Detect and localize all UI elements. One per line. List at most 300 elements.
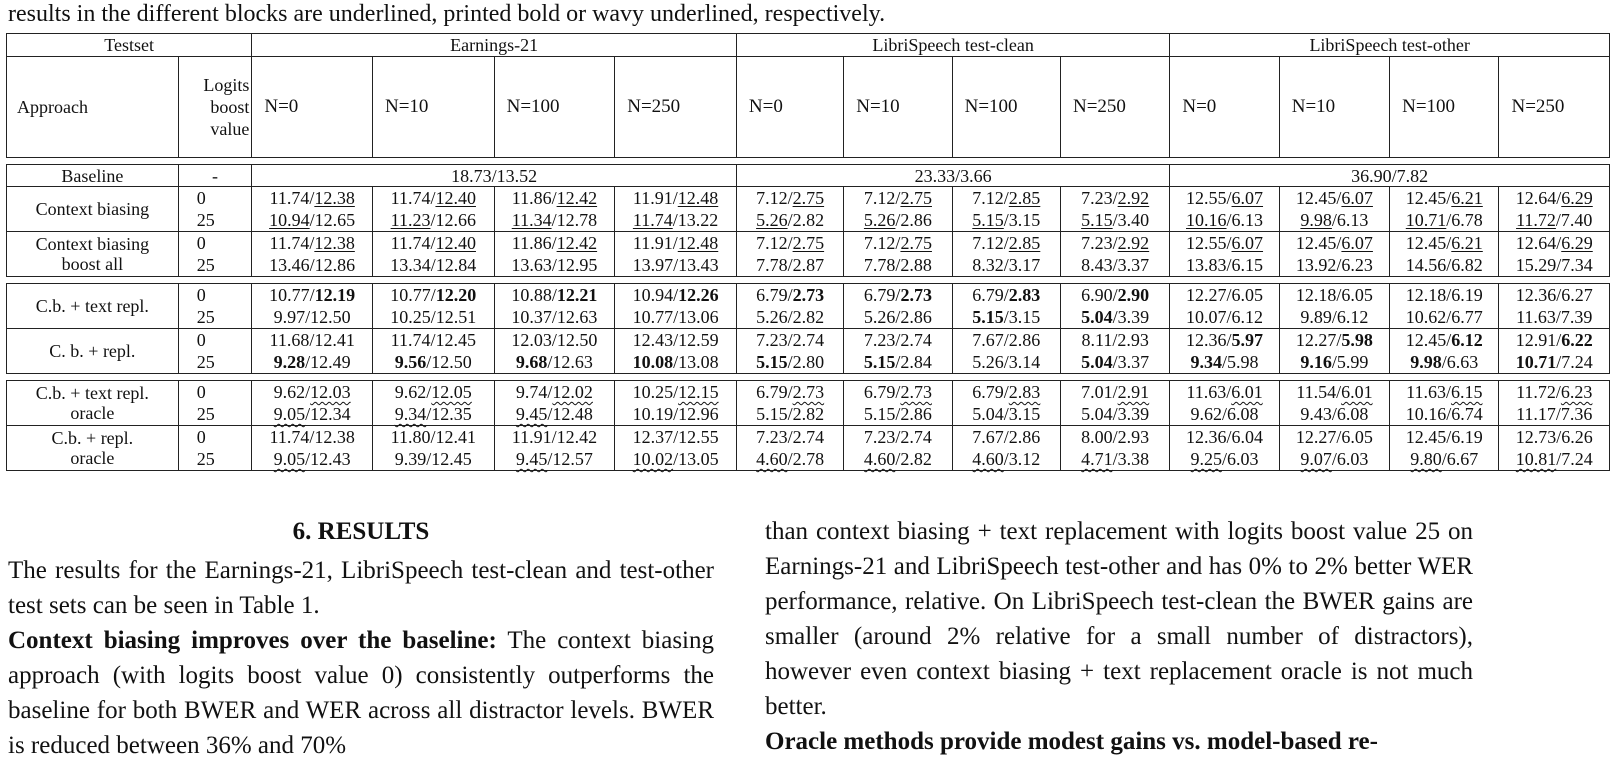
result-cell	[1060, 187, 1169, 232]
score-value: 5.26/2.86	[863, 307, 932, 327]
boost-value: 0	[196, 188, 206, 208]
score-value: 12.37/12.55	[632, 427, 719, 447]
score-value: 10.94	[269, 210, 310, 230]
score-value: 12.40	[435, 188, 476, 208]
score-value: 6.79/	[756, 382, 793, 402]
score-value: 7.78/2.88	[863, 255, 932, 275]
result-cell	[252, 329, 373, 374]
result-cell	[1499, 232, 1610, 277]
result-cell	[1499, 187, 1610, 232]
score-value: /3.38	[1112, 449, 1150, 469]
result-cell	[736, 426, 843, 471]
score-value: 6.79/	[756, 285, 793, 305]
baseline-label: Baseline	[7, 165, 179, 187]
n-header: N=100	[952, 57, 1060, 158]
result-cell	[494, 426, 615, 471]
score-value: 7.12/	[972, 233, 1009, 253]
result-cell	[494, 284, 615, 329]
bwer-wer-pair	[511, 329, 597, 351]
bwer-wer-pair	[972, 187, 1040, 209]
paragraph-lead: Context biasing improves over the baseline:	[8, 627, 497, 654]
score-value: /12.57	[547, 449, 593, 469]
score-value: /2.80	[787, 352, 825, 372]
bwer-wer-pair	[864, 329, 932, 351]
approach-label	[7, 284, 179, 329]
bwer-wer-pair	[1296, 426, 1373, 448]
bwer-wer-pair	[1186, 284, 1263, 306]
approach-label-line: C.b. + repl.	[51, 428, 134, 448]
bwer-wer-pair	[864, 284, 932, 306]
score-value: 12.21	[556, 285, 598, 305]
result-cell	[1499, 329, 1610, 374]
score-value: 12.27/6.05	[1295, 427, 1373, 447]
comparison-paragraph: than context biasing + text replacement with logits boost value 25 on Earnings-21 and LibriSpeech test-other and has 0% to 2% better WER performance, relative. On LibriSpeech test-clean the BWER gains are smaller (around 2% relative for a small number of distractors), however even context biasing + text replacement oracle is not much better.	[765, 518, 1473, 720]
bwer-wer-pair	[1186, 426, 1263, 448]
n-header: N=0	[1170, 57, 1279, 158]
bwer-wer-pair	[864, 209, 932, 231]
results-table	[6, 33, 1610, 471]
bwer-wer-pair	[395, 448, 472, 470]
result-cell	[252, 381, 373, 426]
score-value: 5.15	[863, 352, 896, 372]
score-value: /2.82	[787, 210, 825, 230]
result-cell	[1060, 284, 1169, 329]
bwer-wer-pair	[1406, 381, 1482, 403]
score-value: 14.56/6.82	[1405, 255, 1483, 275]
result-cell	[615, 329, 737, 374]
score-value: 5.15	[756, 352, 788, 372]
score-value: /6.13	[1226, 210, 1264, 230]
bwer-wer-pair	[972, 209, 1040, 231]
approach-label-line: oracle	[70, 448, 115, 468]
bwer-wer-pair	[1081, 187, 1149, 209]
result-cell	[844, 232, 952, 277]
score-value: 11.80/12.41	[390, 427, 476, 447]
score-value: 10.77/	[390, 285, 436, 305]
score-value: 2.92	[1117, 233, 1150, 253]
score-value: 9.34	[394, 404, 427, 424]
table-gap	[7, 374, 1610, 381]
score-value: 12.03/12.50	[511, 330, 598, 350]
bwer-wer-pair	[864, 254, 932, 276]
boost-values	[178, 381, 252, 426]
score-value: 7.12/	[756, 188, 793, 208]
score-value: 5.26/2.82	[756, 307, 825, 327]
bwer-wer-pair	[1300, 209, 1368, 231]
score-value: 2.83	[1008, 382, 1041, 402]
score-value: 6.22	[1561, 330, 1593, 350]
score-value: 7.12/	[972, 188, 1009, 208]
score-value: 7.23/	[1081, 233, 1118, 253]
approach-label-line: Context biasing	[35, 234, 150, 254]
bwer-wer-pair	[633, 381, 719, 403]
score-value: /12.34	[305, 404, 351, 424]
bwer-wer-pair	[756, 254, 824, 276]
score-value: 2.83	[1008, 285, 1041, 305]
bwer-wer-pair	[633, 187, 718, 209]
boost-values	[178, 284, 252, 329]
score-value: 11.72	[1516, 210, 1556, 230]
result-cell	[952, 284, 1060, 329]
boost-values	[178, 187, 252, 232]
approach-label-line: C. b. + repl.	[49, 341, 136, 361]
table-row	[7, 426, 1610, 471]
bwer-wer-pair	[391, 209, 476, 231]
bwer-wer-pair	[274, 351, 351, 373]
context-biasing-paragraph	[8, 623, 714, 763]
score-value: 9.80	[1410, 449, 1442, 469]
bwer-wer-pair	[1191, 351, 1259, 373]
n-header: N=100	[1390, 57, 1499, 158]
bwer-wer-pair	[1081, 426, 1149, 448]
bwer-wer-pair	[269, 254, 355, 276]
approach-label-line: Context biasing	[35, 199, 150, 219]
bwer-wer-pair	[1516, 329, 1593, 351]
approach-label	[7, 381, 179, 426]
score-value: 6.21	[1451, 233, 1483, 253]
result-cell	[1499, 284, 1610, 329]
score-value: 9.56	[394, 352, 427, 372]
bwer-wer-pair	[756, 187, 824, 209]
bwer-wer-pair	[756, 403, 824, 425]
result-cell	[1060, 426, 1169, 471]
dataset-header-earnings21: Earnings-21	[252, 34, 737, 57]
score-value: /2.78	[787, 449, 825, 469]
score-value: 8.43/3.37	[1081, 255, 1150, 275]
left-column	[8, 514, 714, 763]
bwer-wer-pair	[756, 448, 824, 470]
score-value: /12.49	[305, 352, 351, 372]
bwer-wer-pair	[972, 329, 1040, 351]
score-value: 8.32/3.17	[972, 255, 1041, 275]
result-cell	[615, 187, 737, 232]
score-value: 2.73	[792, 285, 825, 305]
bwer-wer-pair	[274, 448, 351, 470]
boost-value: 0	[196, 285, 206, 305]
bwer-wer-pair	[1410, 448, 1478, 470]
table-gap	[7, 277, 1610, 284]
boost-value: 25	[196, 352, 215, 372]
score-value: 10.88/	[511, 285, 557, 305]
score-value: 10.16/6.74	[1405, 404, 1483, 424]
result-cell	[372, 381, 494, 426]
n-header: N=100	[494, 57, 615, 158]
result-cell	[844, 329, 952, 374]
bwer-wer-pair	[1406, 403, 1483, 425]
score-value: 11.74/12.38	[269, 427, 355, 447]
score-value: 2.75	[792, 233, 825, 253]
bwer-wer-pair	[511, 306, 597, 328]
bwer-wer-pair	[864, 306, 932, 328]
bwer-wer-pair	[1081, 381, 1149, 403]
score-value: /12.78	[551, 210, 598, 230]
score-value: 12.45/	[1405, 330, 1452, 350]
bwer-wer-pair	[274, 403, 351, 425]
n-header: N=250	[615, 57, 737, 158]
score-value: /3.40	[1112, 210, 1150, 230]
bwer-wer-pair	[633, 306, 719, 328]
bwer-wer-pair	[1186, 254, 1263, 276]
bwer-wer-pair	[1300, 403, 1368, 425]
bwer-wer-pair	[269, 329, 354, 351]
bwer-wer-pair	[972, 232, 1040, 254]
approach-label	[7, 329, 179, 374]
score-value: /12.35	[426, 404, 472, 424]
score-value: 9.25	[1190, 449, 1223, 469]
result-cell	[252, 284, 373, 329]
score-value: 12.20	[435, 285, 477, 305]
score-value: 12.27/	[1295, 330, 1342, 350]
score-value: 7.23/2.74	[863, 330, 932, 350]
score-value: 2.85	[1008, 188, 1041, 208]
bwer-wer-pair	[1300, 306, 1368, 328]
score-value: 11.54/	[1296, 382, 1342, 402]
bwer-wer-pair	[391, 187, 476, 209]
bwer-wer-pair	[972, 254, 1040, 276]
score-value: 12.48	[677, 188, 719, 208]
result-cell	[372, 329, 494, 374]
bwer-wer-pair	[1296, 187, 1373, 209]
result-cell	[844, 187, 952, 232]
table-row	[7, 329, 1610, 374]
score-value: 6.07	[1231, 188, 1264, 208]
bwer-wer-pair	[1516, 284, 1593, 306]
bwer-wer-pair	[864, 403, 932, 425]
score-value: 6.23	[1560, 382, 1593, 402]
score-value: 7.67/2.86	[972, 427, 1041, 447]
score-value: 10.77/	[269, 285, 315, 305]
score-value: 12.45/6.19	[1405, 427, 1483, 447]
score-value: 5.15/2.86	[863, 404, 932, 424]
score-value: 11.34	[511, 210, 552, 230]
bwer-wer-pair	[633, 351, 719, 373]
score-value: 10.25/12.51	[390, 307, 477, 327]
score-value: 12.15	[678, 382, 719, 402]
score-value: 12.18/6.19	[1405, 285, 1483, 305]
bwer-wer-pair	[756, 381, 824, 403]
bwer-wer-pair	[1186, 209, 1263, 231]
bwer-wer-pair	[756, 306, 824, 328]
bwer-wer-pair	[269, 284, 355, 306]
bwer-wer-pair	[512, 426, 597, 448]
result-cell	[494, 381, 615, 426]
score-value: 11.72/	[1516, 382, 1561, 402]
bwer-wer-pair	[1081, 284, 1149, 306]
bwer-wer-pair	[511, 254, 597, 276]
bwer-wer-pair	[516, 351, 593, 373]
bwer-wer-pair	[1186, 306, 1263, 328]
score-value: 10.77/13.06	[632, 307, 719, 327]
score-value: 11.63/7.39	[1516, 307, 1593, 327]
approach-header: Approach	[7, 57, 179, 158]
bwer-wer-pair	[972, 448, 1040, 470]
paragraph-lead: Oracle methods provide modest gains vs. model-based re-	[765, 728, 1378, 755]
boost-value: 25	[196, 449, 215, 469]
bwer-wer-pair	[1410, 351, 1478, 373]
score-value: 10.02	[632, 449, 674, 469]
score-value: 2.90	[1117, 285, 1150, 305]
result-cell	[372, 284, 494, 329]
result-cell	[844, 284, 952, 329]
table-body	[7, 34, 1610, 471]
score-value: 2.73	[792, 382, 825, 402]
score-value: 8.00/2.93	[1081, 427, 1150, 447]
result-cell	[1060, 381, 1169, 426]
score-value: 7.12/	[863, 233, 901, 253]
bwer-wer-pair	[756, 209, 824, 231]
score-value: 2.73	[900, 285, 932, 305]
bwer-wer-pair	[1406, 426, 1483, 448]
score-value: /6.78	[1446, 210, 1483, 230]
boost-value: 25	[196, 255, 215, 275]
result-cell	[1499, 426, 1610, 471]
score-value: /3.39	[1112, 307, 1150, 327]
score-value: 12.36/	[1186, 330, 1232, 350]
bwer-wer-pair	[1296, 284, 1373, 306]
approach-label	[7, 187, 179, 232]
bwer-wer-pair	[1516, 351, 1593, 373]
score-value: 11.74/	[269, 188, 315, 208]
bwer-wer-pair	[1516, 403, 1592, 425]
score-value: /12.66	[430, 210, 476, 230]
score-value: 10.62/6.77	[1405, 307, 1483, 327]
bwer-wer-pair	[1406, 284, 1483, 306]
bwer-wer-pair	[511, 284, 597, 306]
bwer-wer-pair	[864, 381, 932, 403]
bwer-wer-pair	[516, 381, 593, 403]
bwer-wer-pair	[756, 232, 824, 254]
score-value: 9.68	[515, 352, 548, 372]
bwer-wer-pair	[1516, 448, 1593, 470]
score-value: 5.04	[1081, 352, 1113, 372]
result-cell	[1390, 284, 1499, 329]
score-value: /2.86	[895, 210, 932, 230]
result-cell	[1279, 381, 1389, 426]
boost-value: 0	[196, 233, 206, 253]
score-value: /13.22	[672, 210, 719, 230]
table-row	[7, 381, 1610, 426]
score-value: /12.63	[547, 352, 593, 372]
table-row	[7, 232, 1610, 277]
score-value: 12.45/	[1295, 188, 1342, 208]
bwer-wer-pair	[1406, 209, 1483, 231]
score-value: 9.05	[273, 449, 306, 469]
result-cell	[1060, 232, 1169, 277]
baseline-boost: -	[178, 165, 252, 187]
result-cell	[1170, 426, 1279, 471]
bwer-wer-pair	[972, 426, 1040, 448]
score-value: 5.15	[972, 210, 1004, 230]
score-value: 11.74/	[390, 188, 436, 208]
table-row	[7, 284, 1610, 329]
result-cell	[736, 187, 843, 232]
result-cell	[952, 426, 1060, 471]
bwer-wer-pair	[1081, 329, 1148, 351]
score-value: 6.90/	[1081, 285, 1118, 305]
score-value: 11.91/12.42	[511, 427, 598, 447]
baseline-value-earnings21: 18.73/13.52	[252, 165, 737, 187]
score-value: 10.16	[1186, 210, 1227, 230]
score-value: /12.43	[305, 449, 351, 469]
score-value: /12.48	[547, 404, 593, 424]
score-value: 4.60	[863, 449, 896, 469]
score-value: 12.40	[435, 233, 476, 253]
header-row-datasets	[7, 34, 1610, 57]
n-header: N=250	[1060, 57, 1169, 158]
score-value: 9.89/6.12	[1300, 307, 1369, 327]
score-value: 12.73/6.26	[1515, 427, 1593, 447]
n-header: N=10	[372, 57, 494, 158]
score-value: 6.01	[1231, 382, 1263, 402]
bwer-wer-pair	[1406, 329, 1483, 351]
bwer-wer-pair	[1191, 448, 1259, 470]
result-cell	[1170, 329, 1279, 374]
result-cell	[1279, 232, 1389, 277]
score-value: 7.01/	[1081, 382, 1118, 402]
bwer-wer-pair	[756, 351, 824, 373]
score-value: /5.98	[1222, 352, 1259, 372]
bwer-wer-pair	[269, 209, 355, 231]
score-value: 6.07	[1341, 233, 1373, 253]
result-cell	[1279, 329, 1389, 374]
score-value: /3.37	[1112, 352, 1150, 372]
score-value: 11.23	[390, 210, 431, 230]
score-value: 6.07	[1231, 233, 1264, 253]
score-value: 5.15	[1081, 210, 1113, 230]
bwer-wer-pair	[972, 381, 1040, 403]
result-cell	[252, 426, 373, 471]
bwer-wer-pair	[512, 232, 597, 254]
result-cell	[615, 232, 737, 277]
bwer-wer-pair	[1191, 403, 1259, 425]
score-value: 13.92/6.23	[1295, 255, 1373, 275]
bwer-wer-pair	[633, 329, 719, 351]
n-header: N=0	[736, 57, 843, 158]
bwer-wer-pair	[1406, 306, 1483, 328]
table-caption: results in the different blocks are underlined, printed bold or wavy underlined, respectively.	[8, 1, 886, 27]
score-value: 4.60	[972, 449, 1004, 469]
score-value: 9.34	[1190, 352, 1223, 372]
bwer-wer-pair	[1300, 351, 1368, 373]
n-header: N=10	[844, 57, 952, 158]
result-cell	[252, 187, 373, 232]
bwer-wer-pair	[1300, 448, 1368, 470]
result-cell	[1170, 381, 1279, 426]
approach-label-line: C.b. + text repl.	[35, 383, 149, 403]
score-value: 9.97/12.50	[273, 307, 351, 327]
bwer-wer-pair	[1081, 403, 1149, 425]
result-cell	[615, 426, 737, 471]
bwer-wer-pair	[1296, 381, 1372, 403]
result-cell	[1390, 232, 1499, 277]
score-value: 6.79/	[972, 382, 1009, 402]
bwer-wer-pair	[1406, 254, 1483, 276]
paragraph-body: The context biasing approach (with logits boost value 0) consistently outperforms the baseline for both BWER and WER across all distractor levels. BWER is reduced between 36% and 70%	[8, 627, 714, 759]
score-value: 15.29/7.34	[1515, 255, 1593, 275]
score-value: /6.63	[1441, 352, 1479, 372]
score-value: 6.21	[1451, 188, 1483, 208]
score-value: 7.23/2.74	[863, 427, 932, 447]
score-value: 10.37/12.63	[511, 307, 598, 327]
dataset-header-test-clean: LibriSpeech test-clean	[736, 34, 1169, 57]
score-value: 9.43/6.08	[1300, 404, 1369, 424]
baseline-value-test-other: 36.90/7.82	[1170, 165, 1610, 187]
score-value: 7.67/2.86	[972, 330, 1041, 350]
bwer-wer-pair	[1081, 351, 1149, 373]
approach-label-line: oracle	[70, 403, 115, 423]
n-header: N=0	[252, 57, 373, 158]
bwer-wer-pair	[512, 187, 597, 209]
